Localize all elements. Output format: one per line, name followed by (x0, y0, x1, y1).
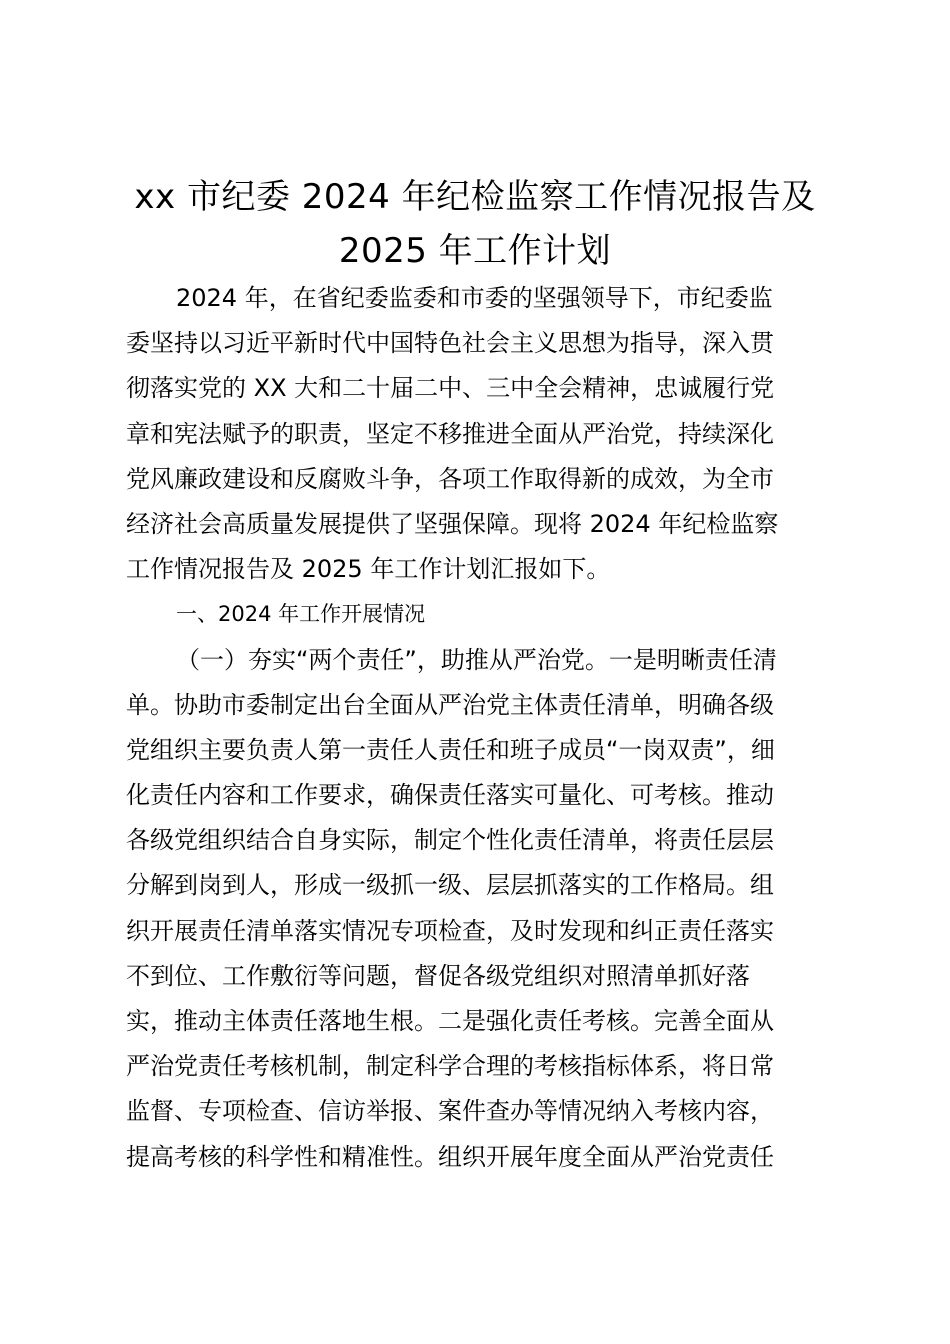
paragraph-line: 不到位、工作敷衍等问题，督促各级党组织对照清单抓好落 (126, 961, 750, 990)
paragraph-line: 2024 年，在省纪委监委和市委的坚强领导下，市纪委监 (176, 284, 773, 312)
paragraph-line: 党风廉政建设和反腐败斗争，各项工作取得新的成效，为全市 (126, 464, 774, 493)
paragraph-line: （一）夯实“两个责任”，助推从严治党。一是明晰责任清 (176, 645, 777, 674)
paragraph-line: 经济社会高质量发展提供了坚强保障。现将 2024 年纪检监察 (126, 509, 779, 538)
paragraph-line: 化责任内容和工作要求，确保责任落实可量化、可考核。推动 (126, 781, 774, 810)
paragraph-line: 工作情况报告及 2025 年工作计划汇报如下。 (126, 555, 611, 584)
paragraph-line: 提高考核的科学性和精准性。组织开展年度全面从严治党责任 (126, 1142, 774, 1171)
paragraph-line: 彻落实党的 XX 大和二十届二中、三中全会精神，忠诚履行党 (126, 374, 775, 403)
paragraph-line: 分解到岗到人，形成一级抓一级、层层抓落实的工作格局。组 (126, 871, 774, 900)
document-title (110, 170, 840, 278)
paragraph-line: 各级党组织结合自身实际，制定个性化责任清单，将责任层层 (126, 826, 774, 855)
paragraph-line: 实，推动主体责任落地生根。二是强化责任考核。完善全面从 (126, 1007, 774, 1035)
title-line-1: xx 市纪委 2024 年纪检监察工作情况报告及 (134, 177, 816, 217)
paragraph-line: 织开展责任清单落实情况专项检查，及时发现和纠正责任落实 (126, 916, 774, 945)
paragraph-line: 监督、专项检查、信访举报、案件查办等情况纳入考核内容， (126, 1097, 774, 1126)
title-line-2: 2025 年工作计划 (338, 231, 612, 271)
paragraph-line: 委坚持以习近平新时代中国特色社会主义思想为指导，深入贯 (126, 329, 774, 358)
paragraph-line: 章和宪法赋予的职责，坚定不移推进全面从严治党，持续深化 (126, 419, 774, 448)
document-body (126, 276, 826, 1180)
paragraph-line: 单。协助市委制定出台全面从严治党主体责任清单，明确各级 (126, 690, 774, 719)
paragraph-line: 严治党责任考核机制，制定科学合理的考核指标体系，将日常 (126, 1052, 774, 1081)
paragraph-line: 党组织主要负责人第一责任人责任和班子成员“一岗双责”，细 (126, 735, 775, 764)
section-heading: 一、2024 年工作开展情况 (176, 602, 426, 627)
